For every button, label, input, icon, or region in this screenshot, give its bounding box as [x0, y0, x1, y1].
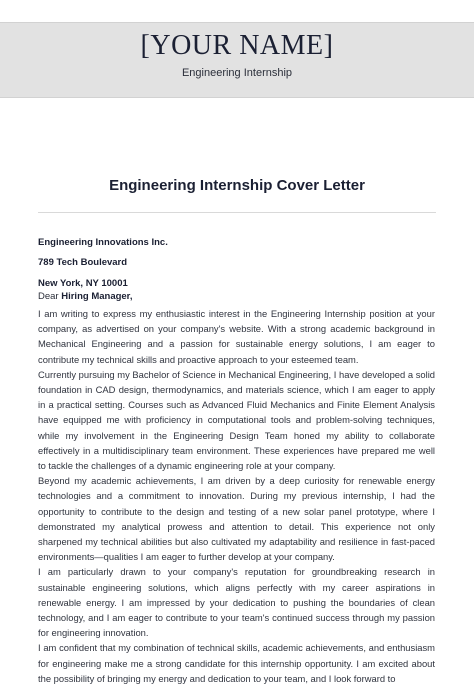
salutation-name: Hiring Manager,	[61, 291, 133, 302]
body-paragraph: I am particularly drawn to your company's reputation for groundbreaking research in sustainable engineering solutions, which aligns perfectly with my career aspirations in renewable energy. I am impressed by your dedication to pushing the boundaries of clean technology, and I am eager to contribute to your team's continued success through my passion for engineering innovation.	[38, 566, 435, 639]
salutation	[38, 291, 133, 302]
recipient-city: New York, NY 10001	[38, 278, 128, 289]
recipient-company: Engineering Innovations Inc.	[38, 237, 168, 248]
body-paragraph: I am confident that my combination of technical skills, academic achievements, and enthusiasm for engineering make me a strong candidate for this internship opportunity. I am excited about the possibility of bringing my energy and dedication to your team, and I look forward to	[38, 642, 435, 684]
body-paragraph: Beyond my academic achievements, I am driven by a deep curiosity for renewable energy technologies and a commitment to innovation. During my previous internship, I had the opportunity to contribute to the design and testing of a new solar panel prototype, where I demonstrated my analytical prowess and attention to detail. This experience not only sharpened my technical abilities but also cultivated my adaptability and resilience in fast-paced environments—qualities I am eager to further develop at your company.	[38, 475, 435, 563]
applicant-name: [YOUR NAME]	[140, 30, 334, 61]
title-divider	[38, 212, 436, 213]
header-subtitle: Engineering Internship	[181, 67, 293, 79]
salutation-prefix: Dear	[38, 291, 62, 302]
letter-title: Engineering Internship Cover Letter	[109, 177, 365, 194]
letter-body	[38, 306, 435, 686]
body-paragraph: I am writing to express my enthusiastic interest in the Engineering Internship position at your company, as advertised on your company's website. With a strong academic background in Mechanical Engineering and a passion for sustainable energy solutions, I am eager to contribute my technical skills and proactive approach to your esteemed team.	[38, 308, 435, 365]
body-paragraph: Currently pursuing my Bachelor of Science in Mechanical Engineering, I have developed a solid foundation in CAD design, thermodynamics, and materials science, which I am eager to apply in a practical setting. Courses such as Advanced Fluid Mechanics and Finite Element Analysis have equipped me with proficiency in computational tools and problem-solving techniques, while my involvement in the Engineering Design Team honed my ability to collaborate effectively in a multidisciplinary team environment. These experiences have prepared me well to tackle the challenges of a dynamic engineering role at your company.	[38, 368, 435, 472]
recipient-street: 789 Tech Boulevard	[38, 257, 128, 268]
